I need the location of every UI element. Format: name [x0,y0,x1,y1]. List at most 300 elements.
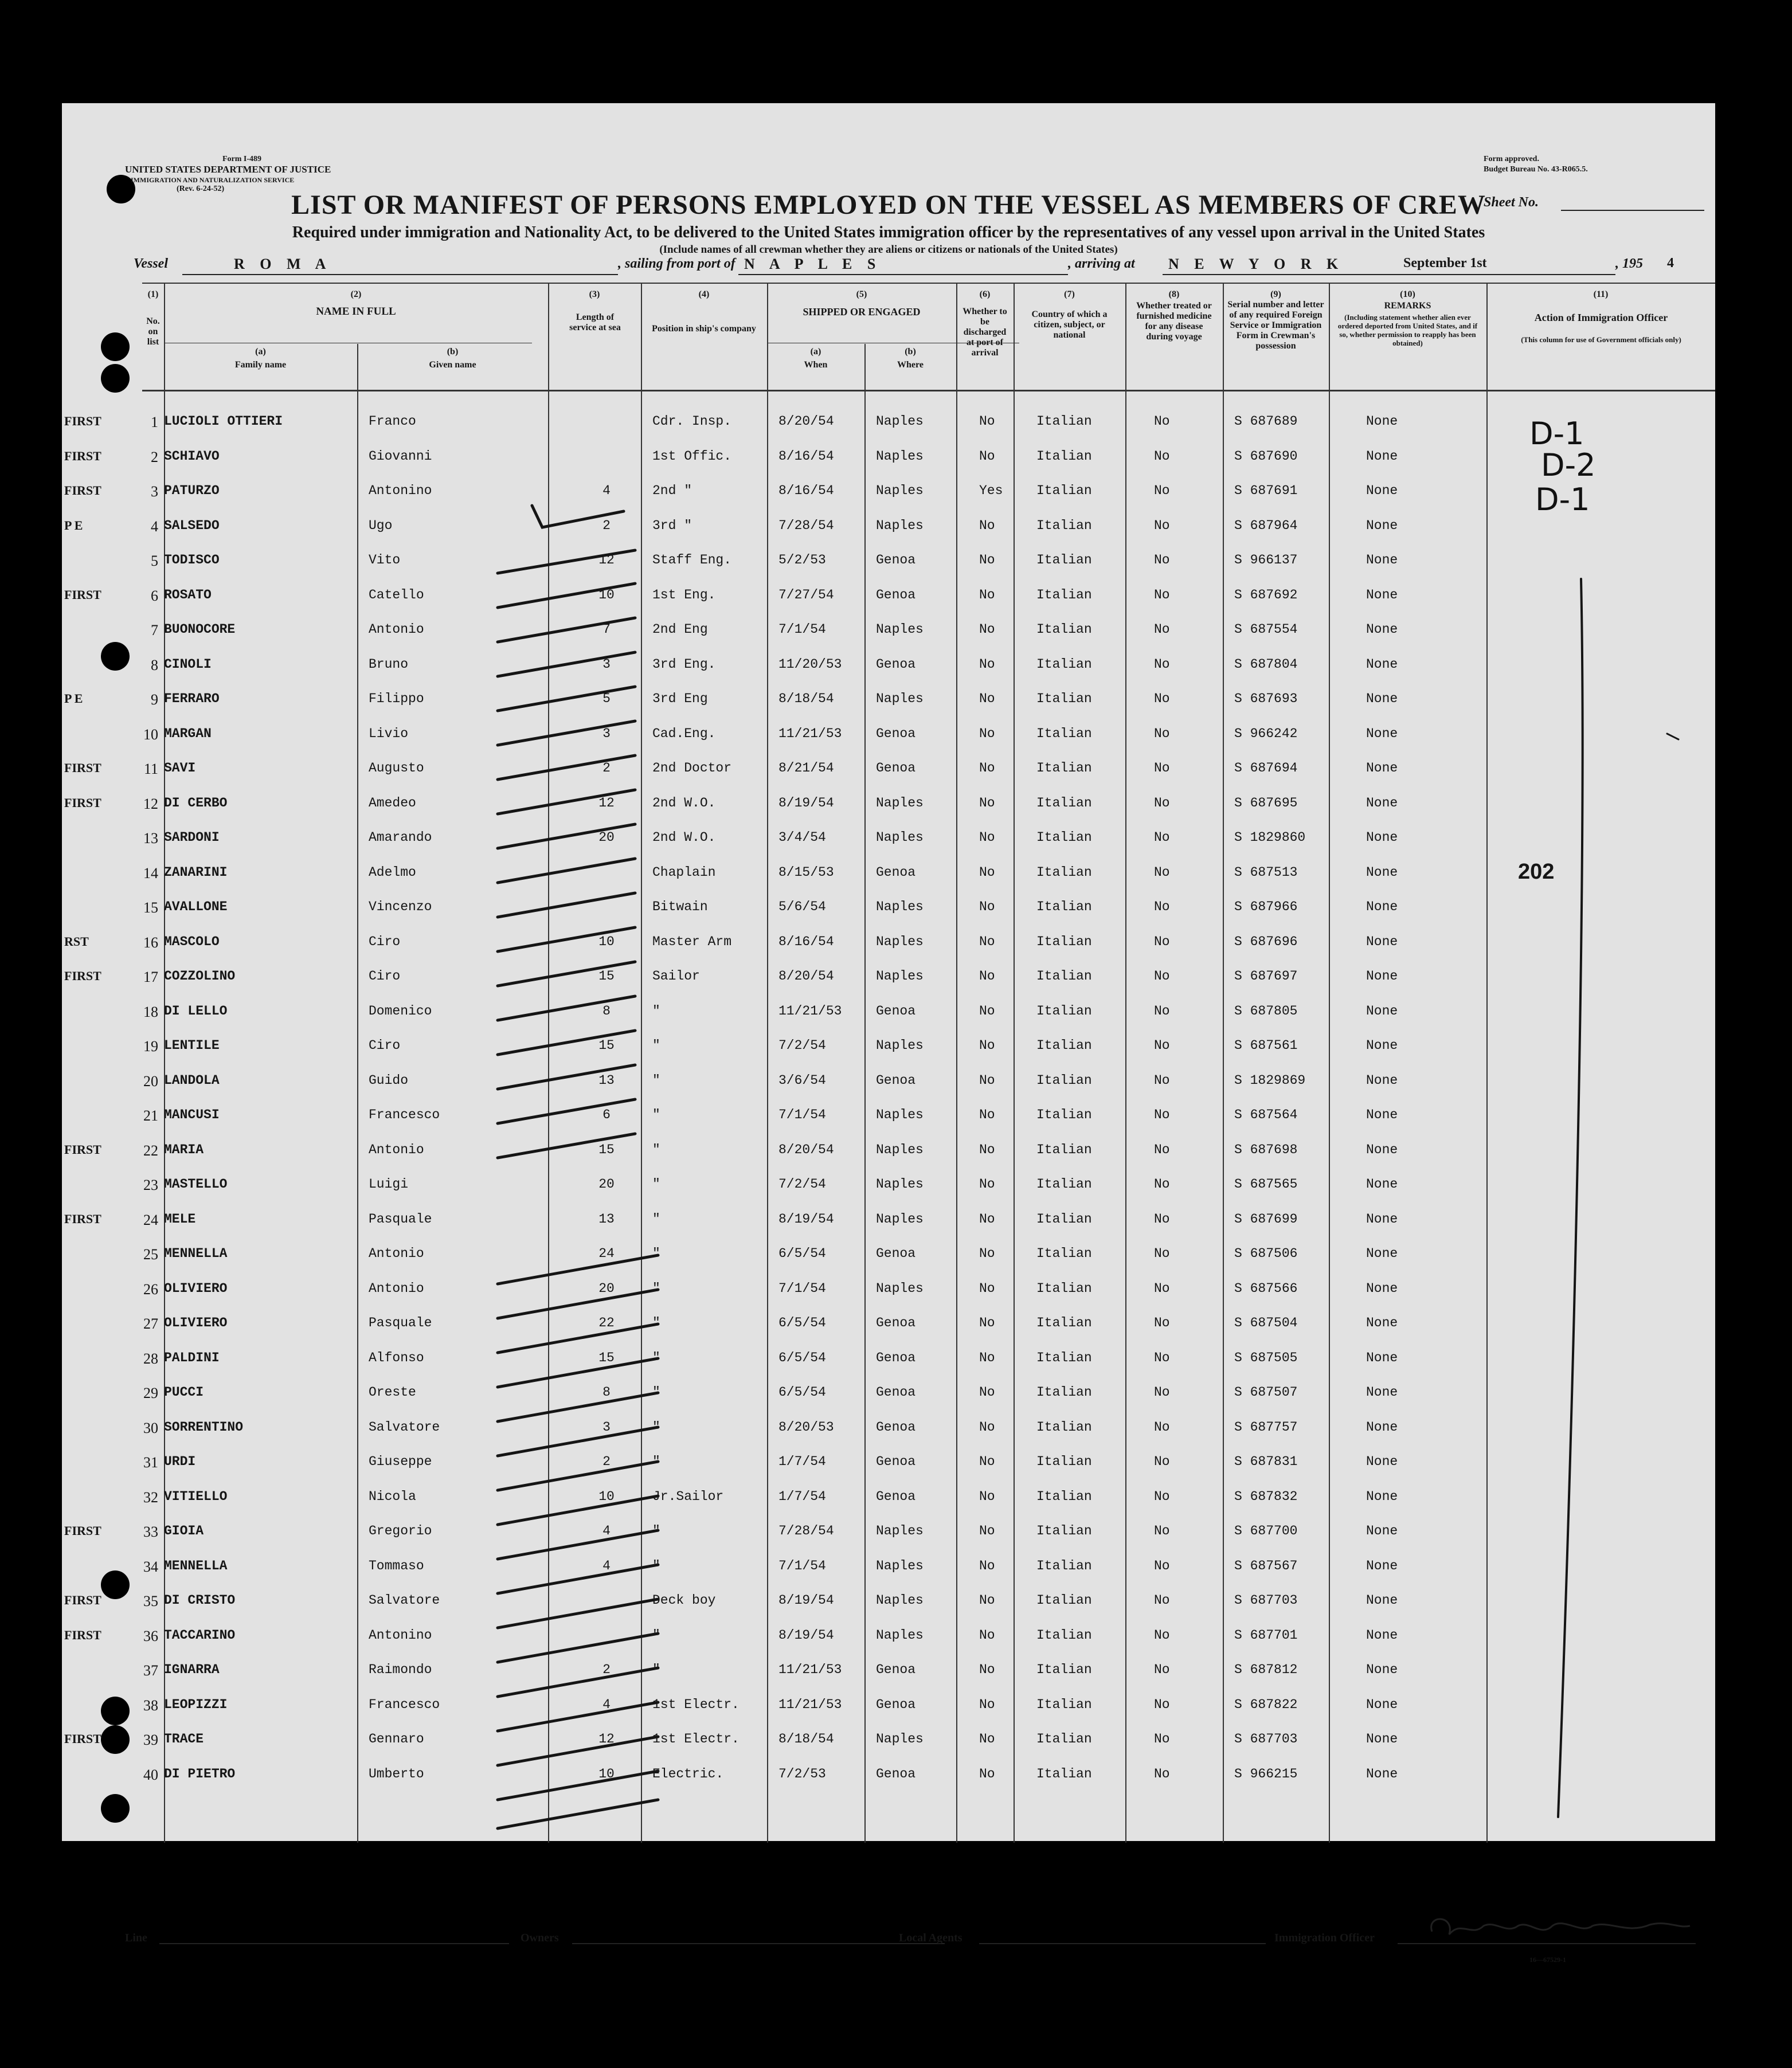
serial-number: S 687805 [1234,1003,1298,1019]
position: " [652,1385,660,1400]
strike-mark [498,1496,658,1525]
row-number: 13 [143,830,158,847]
shipped-where: Naples [876,691,924,706]
shipped-where: Naples [876,448,924,464]
row-number: 10 [143,726,158,743]
family-name: DI PIETRO [164,1766,236,1781]
family-name: LUCIOLI OTTIERI [164,414,283,429]
check-mark [532,506,624,527]
strike-mark [498,893,635,917]
position: " [652,1177,660,1192]
form-number: Form I-489 [222,155,262,163]
position: 1st Eng. [652,587,716,602]
shipped-where: Genoa [876,656,916,672]
serial-number: S 687690 [1234,448,1298,464]
col-3-num: (3) [589,289,600,299]
row-mark: FIRST [64,1627,101,1642]
nationality: Italian [1036,483,1092,498]
discharged: No [979,1593,995,1608]
service-length: 22 [598,1315,615,1330]
discharged: No [979,1558,995,1573]
shipped-when: 7/2/53 [778,1766,826,1781]
action-note-1: D-1 [1529,416,1584,452]
discharged: No [979,830,995,845]
remarks: None [1366,1454,1398,1469]
footer-line-label: Line [125,1932,147,1944]
position: " [652,1662,660,1677]
shipped-when: 8/16/54 [778,483,834,498]
shipped-where: Genoa [876,1246,916,1261]
position: Electric. [652,1766,724,1781]
service-length: 20 [598,830,615,845]
remarks: None [1366,587,1398,602]
serial-number: S 687832 [1234,1489,1298,1504]
nationality: Italian [1036,1523,1092,1538]
strike-mark [498,1771,658,1800]
serial-number: S 687566 [1234,1280,1298,1296]
shipped-when: 8/19/54 [778,1593,834,1608]
serial-number: S 687565 [1234,1177,1298,1192]
col-9-num: (9) [1270,289,1281,299]
given-name: Amarando [369,830,432,845]
serial-number: S 687564 [1234,1107,1298,1122]
strike-mark [498,824,635,848]
shipped-when: 7/1/54 [778,1558,826,1573]
discharged: No [979,1732,995,1746]
row-mark: FIRST [64,761,101,775]
family-name: COZZOLINO [164,969,236,984]
nationality: Italian [1036,448,1092,464]
nationality: Italian [1036,1280,1092,1296]
col-7-header: Country of which a citizen, subject, or national [1031,310,1108,340]
row-mark: FIRST [64,1523,101,1538]
serial-number: S 687964 [1234,518,1298,533]
shipped-where: Naples [876,795,924,810]
col-1-num: (1) [147,289,159,299]
strike-mark [498,1290,658,1318]
family-name: MARIA [164,1142,204,1157]
service-length: 4 [602,1558,611,1573]
shipped-where: Genoa [876,1350,916,1365]
given-name: Antonio [369,1280,424,1296]
nationality: Italian [1036,1246,1092,1261]
position: " [652,1246,660,1261]
medicine: No [1154,1523,1170,1538]
discharged: No [979,1454,995,1469]
row-number: 26 [143,1280,158,1298]
medicine: No [1154,1593,1170,1608]
remarks: None [1366,1350,1398,1365]
discharged: No [979,1177,995,1192]
discharged: No [979,1211,995,1227]
row-mark: FIRST [64,1593,101,1607]
position: Cdr. Insp. [652,414,732,429]
shipped-when: 3/6/54 [778,1072,826,1088]
row-mark: FIRST [64,1142,101,1157]
given-name: Francesco [369,1107,440,1122]
given-name: Francesco [369,1697,440,1712]
row-number: 37 [143,1662,158,1679]
row-number: 36 [143,1627,158,1644]
discharged: No [979,518,995,533]
discharged: Yes [979,483,1003,498]
row-number: 30 [143,1419,158,1436]
family-name: IGNARRA [164,1662,220,1677]
remarks: None [1366,518,1398,533]
row-number: 4 [151,518,158,535]
given-name: Vincenzo [369,899,432,914]
nationality: Italian [1036,934,1092,949]
form-subtitle: Required under immigration and Nationality Act, to be delivered to the United States immigration officer by the representatives of any vessel upon arrival in the United States [292,224,1485,241]
medicine: No [1154,1662,1170,1677]
sailing-label: , sailing from port of [618,256,735,271]
given-name: Franco [369,414,416,429]
shipped-where: Naples [876,1280,924,1296]
shipped-when: 6/5/54 [778,1350,826,1365]
family-name: MANCUSI [164,1107,220,1122]
nationality: Italian [1036,553,1092,567]
position: 3rd Eng [652,691,708,706]
remarks: None [1366,726,1398,741]
serial-number: S 687693 [1234,691,1298,706]
nationality: Italian [1036,1593,1092,1608]
bracket-line [1558,579,1583,1817]
shipped-where: Genoa [876,1697,916,1712]
row-number: 35 [143,1593,158,1609]
serial-number: S 687698 [1234,1142,1298,1157]
remarks: None [1366,1662,1398,1677]
shipped-when: 8/18/54 [778,691,834,706]
family-name: VITIELLO [164,1489,228,1504]
strike-mark [498,1668,658,1697]
row-number: 38 [143,1697,158,1714]
strike-mark [498,721,635,745]
nationality: Italian [1036,622,1092,637]
family-name: AVALLONE [164,899,228,914]
nationality: Italian [1036,969,1092,984]
service-length: 6 [602,1107,611,1122]
family-name: LEOPIZZI [164,1697,228,1712]
position: " [652,1419,660,1435]
service-length: 2 [602,761,611,775]
given-name: Filippo [369,691,424,706]
row-number: 9 [151,691,158,708]
strike-mark [498,1099,635,1123]
service-length: 10 [598,1489,615,1504]
row-number: 7 [151,622,158,639]
given-name: Antonio [369,1142,424,1157]
shipped-where: Naples [876,1038,924,1053]
serial-number: S 687554 [1234,622,1298,637]
strike-mark [498,790,635,814]
nationality: Italian [1036,1315,1092,1330]
serial-number: S 687699 [1234,1211,1298,1227]
remarks: None [1366,1280,1398,1296]
medicine: No [1154,1766,1170,1781]
nationality: Italian [1036,1697,1092,1712]
shipped-when: 1/7/54 [778,1454,826,1469]
strike-mark [498,1134,635,1158]
shipped-where: Genoa [876,553,916,567]
position: Sailor [652,969,700,984]
edition: (Rev. 6-24-52) [177,185,225,193]
nationality: Italian [1036,1211,1092,1227]
shipped-when: 11/20/53 [778,656,842,672]
strike-mark [498,652,635,676]
count-stamp: 202 [1518,860,1555,884]
shipped-where: Genoa [876,1662,916,1677]
discharged: No [979,1003,995,1019]
remarks: None [1366,830,1398,845]
service-length: 10 [598,934,615,949]
position: " [652,1280,660,1296]
serial-number: S 687757 [1234,1419,1298,1435]
shipped-where: Naples [876,899,924,914]
row-number: 24 [143,1211,158,1228]
shipped-when: 5/6/54 [778,899,826,914]
shipped-where: Naples [876,934,924,949]
strike-mark [498,1393,658,1421]
position: Cad.Eng. [652,726,716,741]
family-name: OLIVIERO [164,1315,228,1330]
discharged: No [979,1766,995,1781]
given-name: Antonino [369,1627,432,1643]
remarks: None [1366,1107,1398,1122]
nationality: Italian [1036,1454,1092,1469]
col-5b-header: Where [897,360,924,370]
shipped-where: Genoa [876,761,916,775]
remarks: None [1366,1038,1398,1053]
shipped-when: 6/5/54 [778,1246,826,1261]
family-name: MELE [164,1211,196,1227]
serial-number: S 687812 [1234,1662,1298,1677]
remarks: None [1366,1385,1398,1400]
service-length: 4 [602,1523,611,1538]
serial-number: S 687822 [1234,1697,1298,1712]
service-length: 12 [598,553,615,567]
discharged: No [979,1280,995,1296]
discharged: No [979,1697,995,1712]
medicine: No [1154,691,1170,706]
discharged: No [979,969,995,984]
col-5-num: (5) [856,289,867,299]
serial-number: S 687695 [1234,795,1298,810]
medicine: No [1154,483,1170,498]
service-length: 10 [598,587,615,602]
position: " [652,1558,660,1573]
serial-number: S 687691 [1234,483,1298,498]
remarks: None [1366,934,1398,949]
given-name: Adelmo [369,864,416,880]
strike-mark [498,583,635,608]
nationality: Italian [1036,1072,1092,1088]
strike-mark [498,1599,658,1628]
col-11-note: (This column for use of Government officials only) [1521,335,1681,344]
position: 3rd " [652,518,692,533]
shipped-when: 6/5/54 [778,1385,826,1400]
shipped-where: Genoa [876,1385,916,1400]
serial-number: S 687561 [1234,1038,1298,1053]
shipped-where: Genoa [876,1315,916,1330]
shipped-where: Genoa [876,1419,916,1435]
shipped-when: 8/16/54 [778,934,834,949]
position: " [652,1072,660,1088]
discharged: No [979,414,995,429]
serial-number: S 687506 [1234,1246,1298,1261]
strike-mark [498,927,635,951]
shipped-where: Genoa [876,864,916,880]
medicine: No [1154,518,1170,533]
shipped-where: Naples [876,969,924,984]
serial-number: S 687831 [1234,1454,1298,1469]
family-name: MENNELLA [164,1558,228,1573]
discharged: No [979,1662,995,1677]
medicine: No [1154,1003,1170,1019]
discharged: No [979,1038,995,1053]
form-approved: Form approved. [1484,155,1539,163]
serial-number: S 687697 [1234,969,1298,984]
discharged: No [979,1246,995,1261]
remarks: None [1366,1627,1398,1643]
medicine: No [1154,1142,1170,1157]
service-length: 15 [598,1142,615,1157]
family-name: GIOIA [164,1523,204,1538]
col-2-num: (2) [350,289,362,299]
row-number: 27 [143,1315,158,1332]
service-length: 13 [598,1211,615,1227]
discharged: No [979,1072,995,1088]
medicine: No [1154,1177,1170,1192]
row-mark: FIRST [64,795,101,810]
nationality: Italian [1036,1732,1092,1746]
position: " [652,1350,660,1365]
medicine: No [1154,899,1170,914]
row-mark: P E [64,518,83,532]
position: 1st Electr. [652,1697,740,1712]
medicine: No [1154,1038,1170,1053]
shipped-when: 8/15/53 [778,864,834,880]
remarks: None [1366,795,1398,810]
service-length: 12 [598,1732,615,1746]
service-length: 2 [602,1662,611,1677]
medicine: No [1154,1489,1170,1504]
discharged: No [979,1142,995,1157]
given-name: Giuseppe [369,1454,432,1469]
medicine: No [1154,1350,1170,1365]
handwriting-layer [62,103,1715,1841]
row-number: 32 [143,1489,158,1506]
col-5a-header: When [804,360,828,370]
serial-number: S 687703 [1234,1732,1298,1746]
row-number: 34 [143,1558,158,1575]
given-name: Ciro [369,934,401,949]
nationality: Italian [1036,1558,1092,1573]
medicine: No [1154,656,1170,672]
medicine: No [1154,1454,1170,1469]
col-10-note: (Including statement whether alien ever ordered deported from United States, and if so, whether permission to reapply has been obtained) [1337,313,1478,347]
footer-underline [572,1943,945,1944]
given-name: Antonio [369,1246,424,1261]
form-subtitle-note: (Include names of all crewman whether they are aliens or citizens or nationals of the United States) [659,244,1118,256]
family-name: SAVI [164,761,196,775]
remarks: None [1366,483,1398,498]
shipped-when: 3/4/54 [778,830,826,845]
discharged: No [979,1489,995,1504]
service-length: 12 [598,795,615,810]
sailing-port: N A P L E S [744,256,882,272]
row-number: 28 [143,1350,158,1367]
strike-mark [498,550,635,573]
shipped-when: 8/20/54 [778,414,834,429]
position: Deck boy [652,1593,716,1608]
family-name: CINOLI [164,656,212,672]
row-number: 21 [143,1107,158,1124]
nationality: Italian [1036,864,1092,880]
nationality: Italian [1036,830,1092,845]
nationality: Italian [1036,1142,1092,1157]
medicine: No [1154,448,1170,464]
nationality: Italian [1036,1419,1092,1435]
family-name: MASCOLO [164,934,220,949]
serial-number: S 687513 [1234,864,1298,880]
strike-mark [498,1358,658,1387]
footer-agents-label: Local Agents [899,1932,962,1944]
family-name: MENNELLA [164,1246,228,1261]
position: 2nd W.O. [652,795,716,810]
family-name: PATURZO [164,483,220,498]
medicine: No [1154,622,1170,637]
given-name: Nicola [369,1489,416,1504]
pen-tick [1667,734,1678,739]
row-number: 12 [143,795,158,812]
shipped-where: Naples [876,1593,924,1608]
position: " [652,1627,660,1643]
row-mark: RST [64,934,89,949]
strike-mark [498,859,635,883]
shipped-where: Genoa [876,587,916,602]
serial-number: S 687703 [1234,1593,1298,1608]
shipped-when: 11/21/53 [778,1003,842,1019]
row-number: 3 [151,483,158,500]
col-5a-num: (a) [810,347,821,357]
remarks: None [1366,622,1398,637]
remarks: None [1366,1246,1398,1261]
family-name: ROSATO [164,587,212,602]
service-length: 24 [598,1246,615,1261]
row-number: 15 [143,899,158,916]
discharged: No [979,1315,995,1330]
shipped-when: 8/20/53 [778,1419,834,1435]
discharged: No [979,1385,995,1400]
family-name: URDI [164,1454,196,1469]
medicine: No [1154,1107,1170,1122]
given-name: Vito [369,553,401,567]
medicine: No [1154,1246,1170,1261]
given-name: Gennaro [369,1732,424,1746]
serial-number: S 966242 [1234,726,1298,741]
service-length: 8 [602,1003,611,1019]
service-length: 2 [602,518,611,533]
strike-mark [498,1031,635,1055]
nationality: Italian [1036,1662,1092,1677]
discharged: No [979,1419,995,1435]
service: IMMIGRATION AND NATURALIZATION SERVICE [131,176,295,184]
given-name: Antonio [369,622,424,637]
remarks: None [1366,656,1398,672]
given-name: Giovanni [369,448,432,464]
row-number: 19 [143,1038,158,1055]
shipped-when: 8/19/54 [778,1211,834,1227]
